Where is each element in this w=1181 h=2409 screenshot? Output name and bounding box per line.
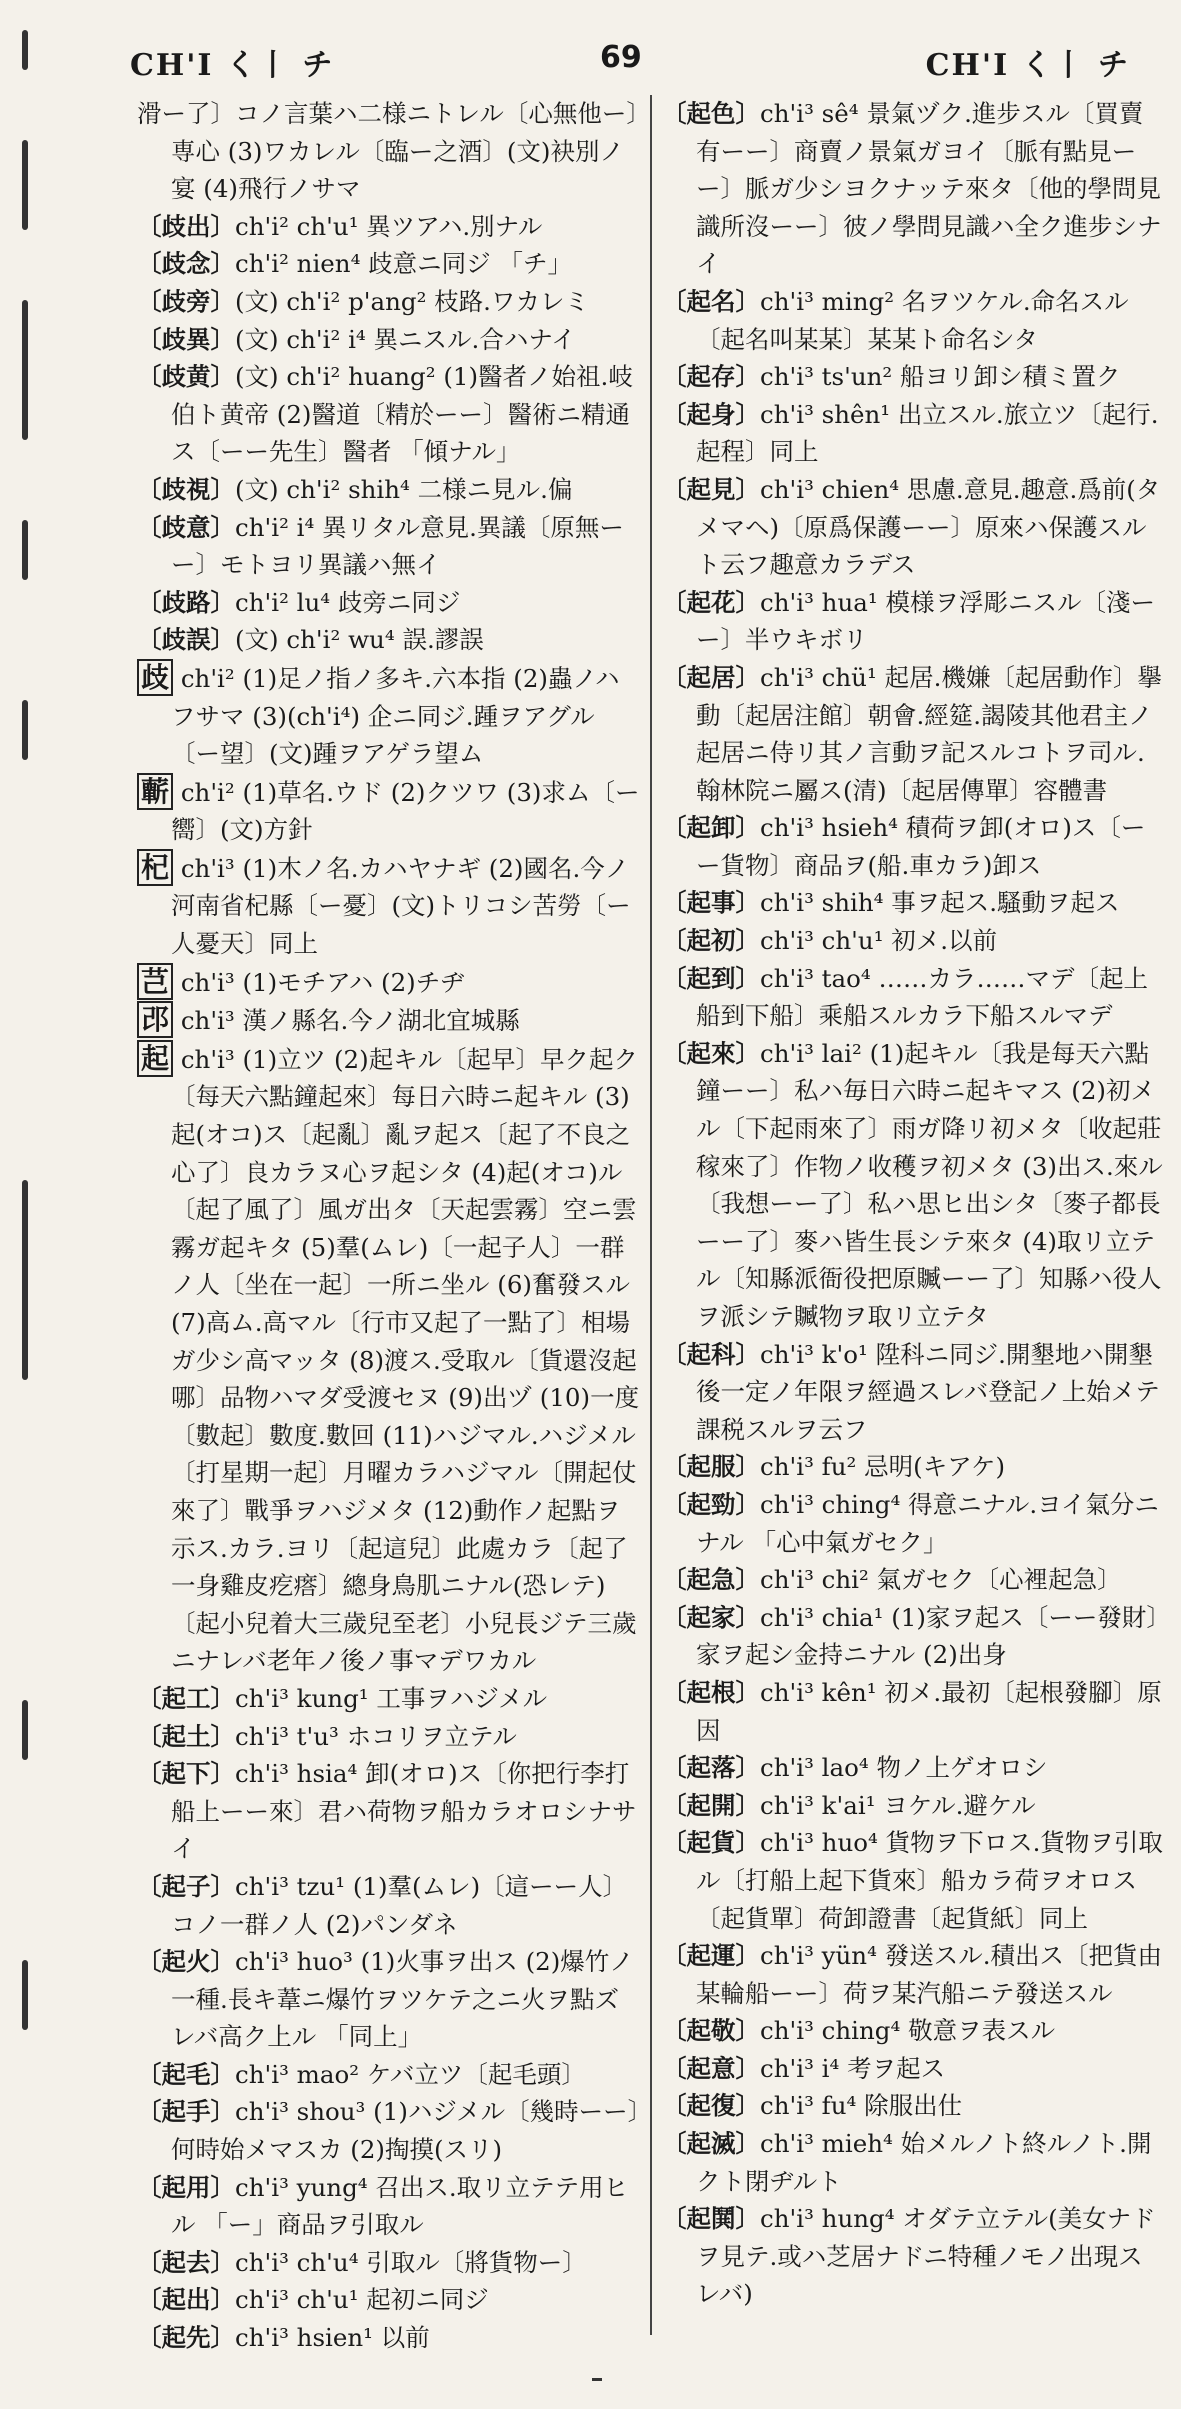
dictionary-entry bbox=[137, 2281, 642, 2319]
dictionary-entry bbox=[662, 884, 1167, 922]
dictionary-entry bbox=[137, 659, 642, 773]
dictionary-entry bbox=[662, 1674, 1167, 1749]
entry-headword: 〔起鬨〕 bbox=[662, 2204, 760, 2234]
dictionary-entry bbox=[662, 1561, 1167, 1599]
entry-headword: 〔歧意〕 bbox=[137, 512, 235, 542]
entry-definition: ch'i³ k'o¹ 陞科ニ同ジ.開墾地ハ開墾後一定ノ年限ヲ經過スレバ登記ノ上始メテ課税スルヲ云フ bbox=[696, 1339, 1160, 1444]
dictionary-entry bbox=[662, 1486, 1167, 1561]
entry-definition: ch'i³ 漢ノ縣名.今ノ湖北宜城縣 bbox=[180, 1006, 520, 1036]
entry-definition: ch'i³ chi² 氣ガセク〔心裡起急〕 bbox=[760, 1565, 1122, 1595]
dictionary-entry bbox=[662, 2050, 1167, 2088]
entry-headword: 〔起存〕 bbox=[662, 362, 760, 392]
dictionary-entry bbox=[137, 2319, 642, 2357]
dictionary-entry bbox=[137, 358, 642, 471]
dictionary-entry bbox=[137, 1680, 642, 1718]
entry-definition: ch'i³ yün⁴ 發送スル.積出ス〔把貨由某輪船ーー〕荷ヲ某汽船ニテ發送スル bbox=[696, 1941, 1162, 2008]
entry-definition: ch'i³ ts'un² 船ヨリ卸シ積ミ置ク bbox=[760, 362, 1121, 392]
dictionary-entry bbox=[662, 809, 1167, 884]
entry-headword: 〔起見〕 bbox=[662, 474, 760, 504]
entry-headword: 〔歧誤〕 bbox=[137, 625, 235, 655]
scan-margin-marks bbox=[10, 0, 80, 2409]
dictionary-entry bbox=[137, 1755, 642, 1868]
entry-headword: 〔歧出〕 bbox=[137, 211, 235, 241]
dictionary-entry bbox=[662, 1937, 1167, 2012]
entry-headword: 〔起用〕 bbox=[137, 2172, 235, 2202]
right-column bbox=[662, 95, 1167, 2335]
entry-headword: 〔起科〕 bbox=[662, 1339, 760, 1369]
entry-definition: ch'i³ kên¹ 初メ.最初〔起根發腳〕原因 bbox=[696, 1677, 1162, 1745]
dictionary-entry bbox=[662, 358, 1167, 396]
column-divider bbox=[650, 95, 652, 2335]
dictionary-entry bbox=[662, 1035, 1167, 1336]
entry-definition: ch'i³ shih⁴ 事ヲ起ス.騷動ヲ起ス bbox=[760, 888, 1120, 918]
dictionary-entry bbox=[662, 1787, 1167, 1825]
entry-headword: 〔起意〕 bbox=[662, 2053, 760, 2083]
dictionary-entry bbox=[662, 396, 1167, 471]
entry-definition: ch'i³ ch'u¹ 初メ.以前 bbox=[760, 926, 998, 956]
dictionary-entry bbox=[662, 922, 1167, 960]
entry-definition: 滑ー了〕コノ言葉ハ二様ニトレル〔心無他ー〕専心 (3)ワカレル〔臨ー之酒〕(文)袂別ノ宴 (4)飛行ノサマ bbox=[137, 99, 639, 204]
entry-headword: 〔起下〕 bbox=[137, 1759, 235, 1789]
entry-definition: ch'i³ ming² 名ヲツケル.命名スル〔起名叫某某〕某某ト命名シタ bbox=[696, 286, 1129, 354]
entry-definition: ch'i³ chien⁴ 思慮.意見.趣意.爲前(タメマヘ)〔原爲保護ーー〕原來ハ保護スルト云フ趣意カラデス bbox=[696, 474, 1161, 580]
dictionary-entry bbox=[137, 1868, 642, 1943]
entry-headword: 〔起復〕 bbox=[662, 2091, 760, 2121]
entry-main-character: 歧 bbox=[137, 659, 173, 696]
entry-definition: ch'i³ hua¹ 模様ヲ浮彫ニスル〔淺ーー〕半ウキボリ bbox=[696, 587, 1155, 655]
dictionary-entry bbox=[137, 2169, 642, 2244]
entry-headword: 〔起貨〕 bbox=[662, 1828, 760, 1858]
entry-headword: 〔歧視〕 bbox=[137, 474, 235, 504]
dictionary-entry bbox=[137, 471, 642, 509]
entry-headword: 〔起手〕 bbox=[137, 2097, 235, 2127]
entry-definition: ch'i³ ching⁴ 得意ニナル.ヨイ氣分ニナル 「心中氣ガセク」 bbox=[696, 1489, 1159, 1557]
entry-definition: ch'i² nien⁴ 歧意ニ同ジ 「チ」 bbox=[235, 249, 572, 279]
entry-main-character: 蘄 bbox=[137, 773, 173, 810]
entry-main-character: 芑 bbox=[137, 963, 173, 1000]
entry-definition: ch'i³ sê⁴ 景氣ヅク.進步スル〔買賣有ーー〕商賣ノ景氣ガヨイ〔脈有點見ーー〕脈ガ少シヨクナッテ來タ〔他的學問見識所沒ーー〕彼ノ學問見識ハ全ク進步シナイ bbox=[696, 99, 1162, 279]
footer-mark bbox=[592, 2378, 602, 2381]
entry-headword: 〔起工〕 bbox=[137, 1683, 235, 1713]
dictionary-entry bbox=[662, 1599, 1167, 1674]
dictionary-entry bbox=[662, 2087, 1167, 2125]
entry-definition: (文) ch'i² wu⁴ 誤.謬誤 bbox=[235, 625, 484, 655]
entry-definition: ch'i³ ch'u¹ 起初ニ同ジ bbox=[235, 2285, 489, 2315]
dictionary-entry bbox=[137, 245, 642, 283]
entry-headword: 〔歧黄〕 bbox=[137, 362, 235, 392]
dictionary-entry bbox=[662, 1448, 1167, 1486]
entry-headword: 〔歧路〕 bbox=[137, 587, 235, 617]
entry-definition: (文) ch'i² shih⁴ 二様ニ見ル.偏 bbox=[235, 474, 573, 504]
entry-definition: ch'i³ tao⁴ ……カラ……マデ〔起上船到下船〕乘船スルカラ下船スルマデ bbox=[696, 963, 1148, 1031]
entry-definition: ch'i³ chü¹ 起居.機嫌〔起居動作〕擧動〔起居注館〕朝會.經筵.謁陵其他君主ノ起居ニ侍リ其ノ言動ヲ記スルコトヲ司ル.翰林院ニ屬ス(清)〔起居傳單〕容體書 bbox=[696, 662, 1162, 805]
entry-definition: ch'i³ k'ai¹ ヨケル.避ケル bbox=[760, 1790, 1036, 1820]
entry-headword: 〔起開〕 bbox=[662, 1790, 760, 1820]
dictionary-entry bbox=[662, 2012, 1167, 2050]
entry-headword: 〔歧念〕 bbox=[137, 249, 235, 279]
entry-headword: 〔起家〕 bbox=[662, 1602, 760, 1632]
entry-definition: (文) ch'i² i⁴ 異ニスル.合ハナイ bbox=[235, 324, 576, 354]
entry-definition: ch'i³ chia¹ (1)家ヲ起ス〔ーー發財〕家ヲ起シ金持ニナル (2)出身 bbox=[696, 1602, 1159, 1670]
entry-definition: ch'i² (1)足ノ指ノ多キ.六本指 (2)蟲ノハフサマ (3)(ch'i⁴) 企ニ同ジ.踵ヲアグル〔ー望〕(文)踵ヲアゲラ望ム bbox=[171, 663, 620, 769]
entry-definition: ch'i³ hsien¹ 以前 bbox=[235, 2323, 430, 2353]
dictionary-entry bbox=[137, 1040, 642, 1680]
dictionary-entry bbox=[662, 960, 1167, 1035]
entry-definition: ch'i³ hung⁴ オダテ立テル(美女ナドヲ見テ.或ハ芝居ナドニ特種ノモノ出現スレバ) bbox=[696, 2204, 1156, 2309]
entry-main-character: 起 bbox=[137, 1040, 173, 1077]
entry-headword: 〔起花〕 bbox=[662, 587, 760, 617]
dictionary-entry bbox=[137, 2056, 642, 2094]
entry-headword: 〔起落〕 bbox=[662, 1753, 760, 1783]
dictionary-entry bbox=[662, 471, 1167, 584]
entry-main-character: 邔 bbox=[137, 1001, 173, 1038]
entry-headword: 〔起身〕 bbox=[662, 399, 760, 429]
entry-definition: ch'i³ fu⁴ 除服出仕 bbox=[760, 2091, 963, 2121]
dictionary-entry bbox=[137, 321, 642, 359]
dictionary-entry bbox=[137, 208, 642, 246]
entry-definition: ch'i³ lai² (1)起キル〔我是每天六點鐘ーー〕私ハ毎日六時ニ起キマス (2)初メル〔下起雨來了〕雨ガ降リ初メタ〔收起莊稼來了〕作物ノ收穫ヲ初メタ (3)出ス.來ル〔我想ーー了〕私ハ思ヒ出シタ〔麥子都長ーー了〕麥ハ皆生長シテ來タ (4)取リ立テル〔知縣派衙役把原贓ーー了〕知縣ハ役人ヲ派シテ贓物ヲ取リ立テタ bbox=[696, 1038, 1163, 1331]
dictionary-entry bbox=[662, 2200, 1167, 2313]
dictionary-entry bbox=[662, 659, 1167, 809]
entry-headword: 〔起初〕 bbox=[662, 926, 760, 956]
dictionary-entry bbox=[662, 584, 1167, 659]
entry-definition: ch'i³ ching⁴ 敬意ヲ表スル bbox=[760, 2016, 1056, 2046]
dictionary-entry bbox=[137, 1943, 642, 2056]
dictionary-entry bbox=[662, 1749, 1167, 1787]
dictionary-entry bbox=[137, 283, 642, 321]
dictionary-entry bbox=[662, 283, 1167, 358]
entry-headword: 〔起滅〕 bbox=[662, 2129, 760, 2159]
entry-definition: ch'i² ch'u¹ 異ツアハ.別ナル bbox=[235, 211, 543, 241]
page-number: 69 bbox=[600, 40, 642, 75]
dictionary-entry bbox=[137, 95, 642, 208]
dictionary-entry bbox=[137, 1001, 642, 1040]
entry-definition: ch'i² lu⁴ 歧旁ニ同ジ bbox=[235, 587, 461, 617]
dictionary-entry bbox=[662, 1336, 1167, 1449]
entry-headword: 〔起去〕 bbox=[137, 2247, 235, 2277]
entry-definition: ch'i² (1)草名.ウド (2)クツワ (3)求ム〔ー嚮〕(文)方針 bbox=[171, 777, 640, 845]
entry-definition: ch'i³ lao⁴ 物ノ上ゲオロシ bbox=[760, 1753, 1048, 1783]
entry-definition: ch'i³ i⁴ 考ヲ起ス bbox=[760, 2053, 946, 2083]
entry-headword: 〔起火〕 bbox=[137, 1947, 235, 1977]
entry-headword: 〔起子〕 bbox=[137, 1871, 235, 1901]
entry-headword: 〔起土〕 bbox=[137, 1721, 235, 1751]
entry-definition: ch'i³ ch'u⁴ 引取ル〔將貨物ー〕 bbox=[235, 2247, 587, 2277]
entry-definition: ch'i² i⁴ 異リタル意見.異議〔原無ーー〕モトヨリ異議ハ無イ bbox=[171, 512, 624, 580]
entry-definition: (文) ch'i² huang² (1)醫者ノ始祖.岐伯ト黄帝 (2)醫道〔精於ーー〕醫術ニ精通ス〔ーー先生〕醫者 「傾ナル」 bbox=[171, 362, 633, 467]
entry-definition: ch'i³ mieh⁴ 始メルノト終ルノト.開クト閉ヂルト bbox=[696, 2129, 1152, 2196]
entry-headword: 〔起敬〕 bbox=[662, 2016, 760, 2046]
dictionary-entry bbox=[137, 2244, 642, 2282]
entry-headword: 〔起急〕 bbox=[662, 1565, 760, 1595]
entry-headword: 〔起毛〕 bbox=[137, 2059, 235, 2089]
dictionary-entry bbox=[137, 1718, 642, 1756]
header-right: CH'I く丨 チ bbox=[925, 48, 1130, 83]
entry-definition: ch'i³ huo³ (1)火事ヲ出ス (2)爆竹ノ一種.長キ葦ニ爆竹ヲツケテ之ニ火ヲ點ズレバ高ク上ル 「同上」 bbox=[171, 1947, 634, 2052]
entry-definition: ch'i³ (1)立ツ (2)起キル〔起早〕早ク起ク〔每天六點鐘起來〕每日六時ニ起キル (3)起(オコ)ス〔起亂〕亂ヲ起ス〔起了不良之心了〕良カラヌ心ヲ起シタ (4)起(オコ)ル〔起了風了〕風ガ出タ〔天起雲霧〕空ニ雲霧ガ起キタ (5)羣(ムレ)〔一起子人〕一群ノ人〔坐在一起〕一所ニ坐ル (6)奮發スル (7)高ム.高マル〔行市又起了一點了〕相場ガ少シ高マッタ (8)渡ス.受取ル〔貨還沒起哪〕品物ハマダ受渡セヌ (9)出ヅ (10)一度〔數起〕數度.數回 (11)ハジマル.ハジメル〔打星期一起〕月曜カラハジマル〔開起仗來了〕戰爭ヲハジメタ (12)動作ノ起點ヲ示ス.カラ.ヨリ〔起這兒〕此處カラ〔起了一身雞皮疙瘩〕總身鳥肌ニナル(恐レテ)〔起小兒着大三歲兒至老〕小兒長ジテ三歲ニナレバ老年ノ後ノ事マデワカル bbox=[171, 1044, 640, 1676]
entry-definition: ch'i³ (1)木ノ名.カハヤナギ (2)國名.今ノ河南省杞縣〔ー憂〕(文)トリコシ苦勞〔ー人憂天〕同上 bbox=[171, 853, 631, 959]
entry-definition: ch'i³ huo⁴ 貨物ヲ下ロス.貨物ヲ引取ル〔打船上起下貨來〕船カラ荷ヲオロス〔起貨單〕荷卸證書〔起貨紙〕同上 bbox=[696, 1828, 1163, 1933]
header-left: CH'I く丨 チ bbox=[130, 48, 335, 83]
entry-headword: 〔歧異〕 bbox=[137, 324, 235, 354]
dictionary-entry bbox=[137, 849, 642, 963]
dictionary-entry bbox=[137, 963, 642, 1002]
entry-headword: 〔起勁〕 bbox=[662, 1489, 760, 1519]
left-column bbox=[137, 95, 642, 2353]
dictionary-entry bbox=[662, 2125, 1167, 2200]
dictionary-entry bbox=[137, 621, 642, 659]
page-header bbox=[130, 40, 1130, 90]
entry-headword: 〔起根〕 bbox=[662, 1677, 760, 1707]
entry-headword: 〔起居〕 bbox=[662, 662, 760, 692]
dictionary-entry bbox=[662, 1824, 1167, 1937]
entry-definition: ch'i³ fu² 忌明(キアケ) bbox=[760, 1452, 1006, 1482]
entry-definition: ch'i³ mao² ケバ立ツ〔起毛頭〕 bbox=[235, 2059, 586, 2089]
entry-headword: 〔起卸〕 bbox=[662, 813, 760, 843]
entry-headword: 〔起出〕 bbox=[137, 2285, 235, 2315]
entry-definition: ch'i³ yung⁴ 召出ス.取リ立テテ用ヒル 「ー」商品ヲ引取ル bbox=[171, 2172, 629, 2240]
dictionary-entry bbox=[137, 2093, 642, 2168]
entry-headword: 〔歧旁〕 bbox=[137, 286, 235, 316]
entry-definition: ch'i³ t'u³ ホコリヲ立テル bbox=[235, 1721, 517, 1751]
entry-headword: 〔起到〕 bbox=[662, 963, 760, 993]
entry-headword: 〔起來〕 bbox=[662, 1038, 760, 1068]
dictionary-entry bbox=[662, 95, 1167, 283]
entry-headword: 〔起先〕 bbox=[137, 2323, 235, 2353]
entry-definition: ch'i³ shên¹ 出立スル.旅立ツ〔起行.起程〕同上 bbox=[696, 399, 1159, 467]
entry-definition: ch'i³ tzu¹ (1)羣(ムレ)〔這ーー人〕コノ一群ノ人 (2)パンダネ bbox=[171, 1871, 628, 1939]
entry-headword: 〔起服〕 bbox=[662, 1452, 760, 1482]
dictionary-entry bbox=[137, 584, 642, 622]
entry-headword: 〔起運〕 bbox=[662, 1941, 760, 1971]
entry-definition: ch'i³ (1)モチアハ (2)チヂ bbox=[180, 967, 465, 997]
entry-main-character: 杞 bbox=[137, 849, 173, 886]
entry-definition: ch'i³ hsieh⁴ 積荷ヲ卸(オロ)ス〔ーー貨物〕商品ヲ(船.車カラ)卸ス bbox=[696, 813, 1146, 880]
entry-definition: ch'i³ kung¹ 工事ヲハジメル bbox=[235, 1683, 548, 1713]
entry-headword: 〔起事〕 bbox=[662, 888, 760, 918]
dictionary-entry bbox=[137, 773, 642, 849]
entry-headword: 〔起名〕 bbox=[662, 286, 760, 316]
entry-definition: ch'i³ shou³ (1)ハジメル〔幾時ーー〕何時始メマスカ (2)掏摸(スリ) bbox=[171, 2097, 640, 2165]
entry-headword: 〔起色〕 bbox=[662, 99, 760, 128]
entry-definition: (文) ch'i² p'ang² 枝路.ワカレミ bbox=[235, 286, 589, 316]
dictionary-entry bbox=[137, 509, 642, 584]
entry-definition: ch'i³ hsia⁴ 卸(オロ)ス〔你把行李打船上ーー來〕君ハ荷物ヲ船カラオロシナサイ bbox=[171, 1759, 637, 1864]
